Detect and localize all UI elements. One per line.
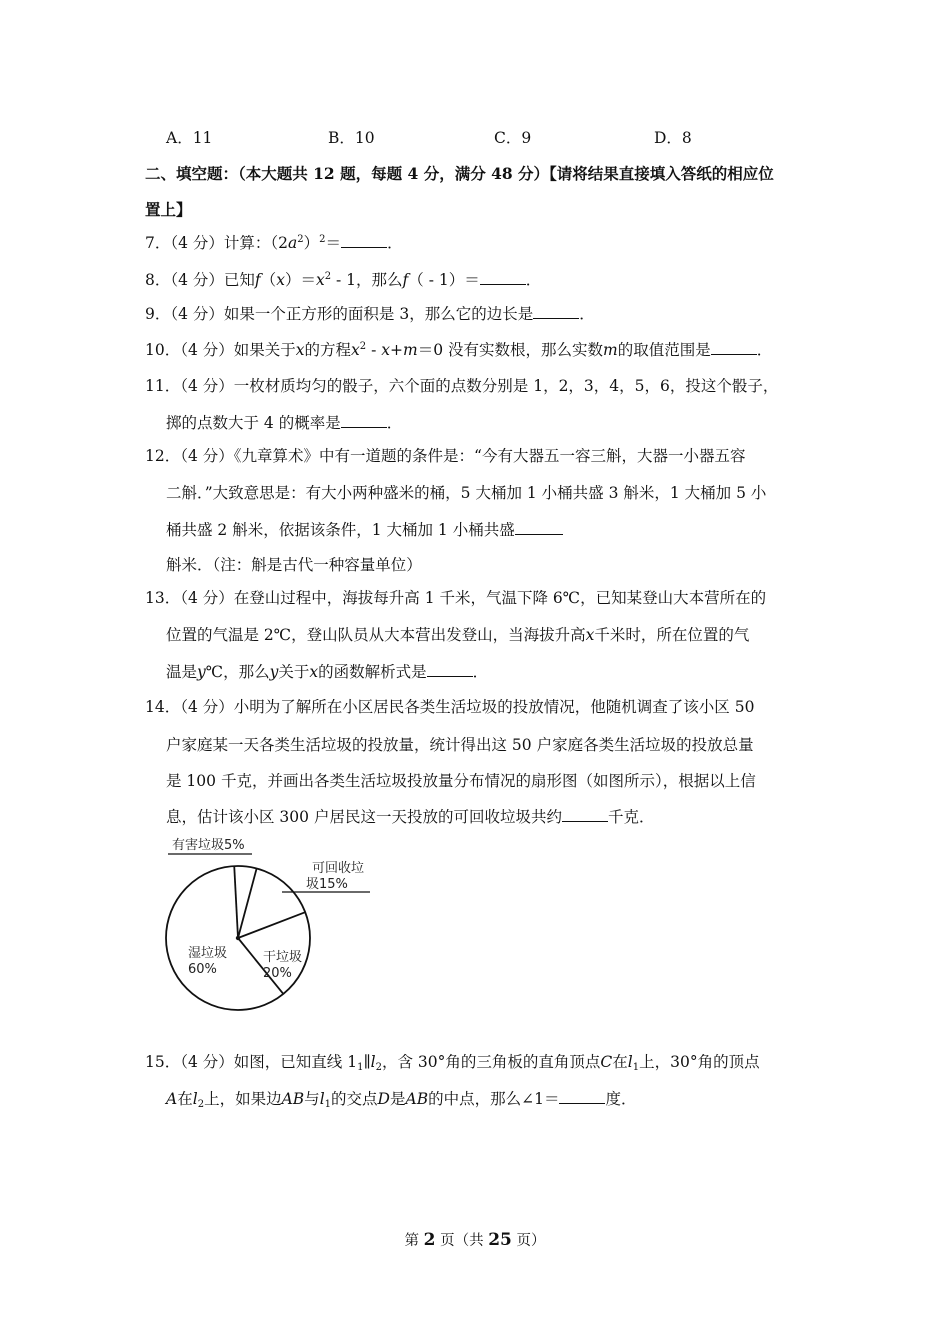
- question-12-line2: 二斛．”大致意思是：有大小两种盛米的桶，5 大桶加 1 小桶共盛 3 斛米，1 大桶加 5 小: [166, 484, 767, 502]
- question-14-line2: 户家庭某一天各类生活垃圾的投放量，统计得出这 50 户家庭各类生活垃圾的投放总量: [166, 736, 754, 754]
- label-dry-2: 20%: [263, 966, 292, 981]
- question-15-line2: A在$l_2$上，如果边AB与$l_1$的交点D是AB的中点，那么∠1＝ 度．: [166, 1090, 637, 1110]
- question-9: 9．（4 分）如果一个正方形的面积是 3，那么它的边长是 ．: [145, 305, 595, 323]
- label-recyclable-1: 可回收垃: [312, 861, 365, 876]
- answer-blank[interactable]: [711, 340, 757, 355]
- question-13-line1: 13．（4 分）在登山过程中，海拔每升高 1 千米，气温下降 6℃，已知某登山大本营所在的: [145, 589, 767, 607]
- pie-chart: [160, 830, 420, 1020]
- question-11-line2: 掷的点数大于 4 的概率是 ．: [166, 414, 403, 432]
- label-recyclable-2: 圾15%: [306, 877, 348, 892]
- question-13-line3: 温是y℃，那么y关于x的函数解析式是 ．: [166, 663, 489, 681]
- option-a: A．11: [166, 129, 213, 147]
- option-c: C．9: [494, 129, 532, 147]
- answer-blank[interactable]: [427, 662, 473, 677]
- option-b: B．10: [328, 129, 375, 147]
- question-15-line1: 15．（4 分）如图，已知直线 $1_1\parallel l_2$，含 30°角的三角板的直角顶点C在$l_1$上，30°角的顶点: [145, 1053, 760, 1073]
- question-7: 7．（4 分）计算：$(2a^2)^2=$ ．: [145, 234, 403, 252]
- answer-blank[interactable]: [533, 304, 579, 319]
- label-hazardous: 有害垃圾5%: [172, 838, 245, 853]
- question-8: 8．（4 分）已知$f(x)=x^2 - 1$，那么f（ - 1）＝ ．: [145, 271, 542, 289]
- page-total: 25: [488, 1230, 512, 1250]
- option-d: D．8: [654, 129, 692, 147]
- question-12-line4: 斛米．（注：斛是古代一种容量单位）: [166, 556, 422, 574]
- label-wet-2: 60%: [188, 962, 217, 977]
- slice-boundary-recyclable: [238, 868, 257, 938]
- answer-blank[interactable]: [559, 1089, 605, 1104]
- answer-blank[interactable]: [515, 520, 563, 535]
- page-footer: 第 2 页（共 25 页）: [404, 1230, 546, 1250]
- label-wet-1: 湿垃圾: [188, 946, 228, 961]
- page-number: 2: [423, 1230, 436, 1250]
- section-heading-line1: 二、填空题：（本大题共 12 题，每题 4 分，满分 48 分）【请将结果直接填入答纸的相应位: [145, 164, 774, 183]
- question-13-line2: 位置的气温是 2℃，登山队员从大本营出发登山，当海拔升高x千米时，所在位置的气: [166, 626, 750, 644]
- answer-blank[interactable]: [341, 233, 387, 248]
- slice-boundary-hazardous: [234, 866, 238, 938]
- question-11-line1: 11．（4 分）一枚材质均匀的骰子，六个面的点数分别是 1，2，3，4，5，6，投这个骰子，: [145, 377, 779, 395]
- answer-blank[interactable]: [480, 270, 526, 285]
- slice-boundary-dry: [238, 912, 305, 938]
- section-heading-line2: 置上】: [145, 200, 192, 219]
- question-10: 10．（4 分）如果关于x的方程$x^2 - x+m=0$ 没有实数根，那么实数m的取值范围是 ．: [145, 341, 773, 359]
- question-14-line3: 是 100 千克，并画出各类生活垃圾投放量分布情况的扇形图（如图所示），根据以上信: [166, 772, 756, 790]
- question-14-line4: 息，估计该小区 300 户居民这一天投放的可回收垃圾共约 千克．: [166, 808, 655, 826]
- question-12-line1: 12．（4 分）《九章算术》中有一道题的条件是：“今有大器五一容三斛，大器一小器五容: [145, 447, 746, 465]
- question-14-line1: 14．（4 分）小明为了解所在小区居民各类生活垃圾的投放情况，他随机调查了该小区 50: [145, 698, 755, 716]
- label-dry-1: 干垃圾: [263, 950, 303, 965]
- answer-blank[interactable]: [562, 807, 608, 822]
- pie-center: [236, 936, 240, 940]
- answer-blank[interactable]: [341, 413, 387, 428]
- question-12-line3: 桶共盛 2 斛米，依据该条件，1 大桶加 1 小桶共盛: [166, 518, 563, 540]
